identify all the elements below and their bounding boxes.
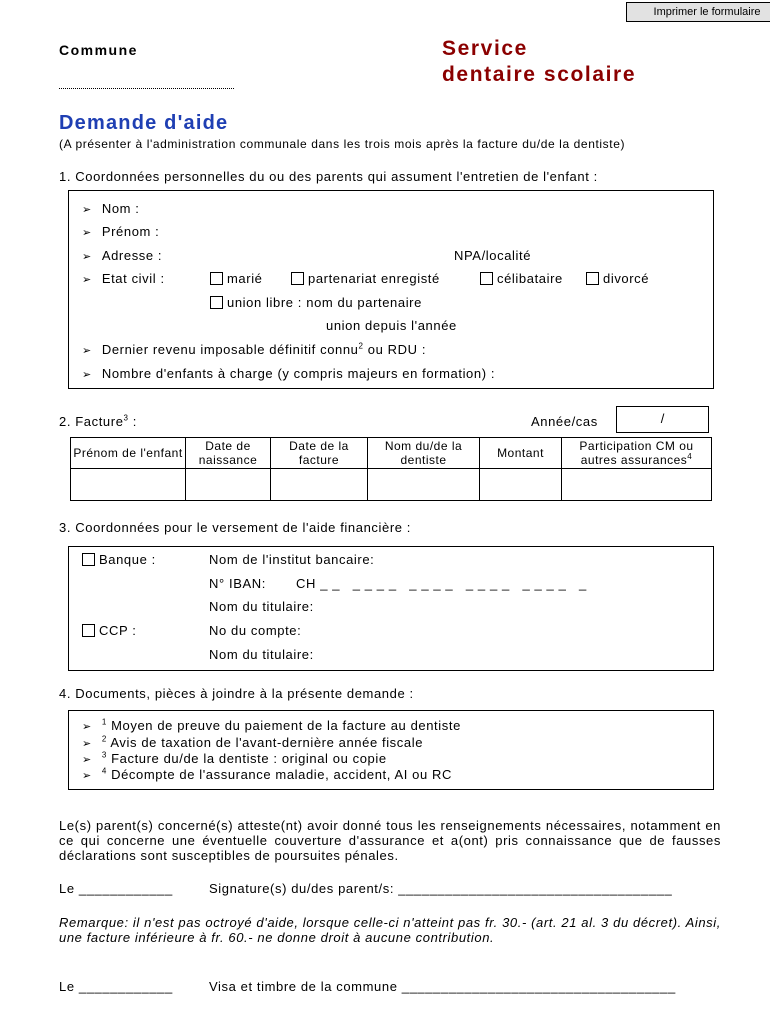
section4-heading: 4. Documents, pièces à joindre à la présente demande : xyxy=(59,686,414,701)
section2-heading xyxy=(59,414,137,429)
adresse-label: Adresse : xyxy=(101,248,163,263)
signature-date-field[interactable]: Le ____________ xyxy=(59,881,173,896)
annee-label: Année/cas xyxy=(531,414,598,429)
checkbox-ccp[interactable] xyxy=(82,624,95,637)
revenu-field[interactable] xyxy=(82,342,426,357)
footnote-number: 3 xyxy=(101,750,107,760)
checkbox-divorce[interactable] xyxy=(586,272,599,285)
col-date-naissance: Date de naissance xyxy=(186,438,271,469)
option-celibataire-label: célibataire xyxy=(497,271,563,286)
print-form-button[interactable]: Imprimer le formulaire xyxy=(626,2,770,22)
section1-box xyxy=(68,190,714,389)
iban-label: N° IBAN: xyxy=(209,576,266,591)
cell-montant[interactable] xyxy=(480,469,562,501)
annee-cas-field[interactable]: / xyxy=(616,406,709,433)
col-participation-label: Participation CM ou autres assurances xyxy=(579,439,694,467)
visa-date-field[interactable]: Le ____________ xyxy=(59,979,173,994)
col-montant: Montant xyxy=(480,438,562,469)
revenu-label-end: ou RDU : xyxy=(363,342,427,357)
cell-prenom-enfant[interactable] xyxy=(71,469,186,501)
option-ccp[interactable] xyxy=(82,623,136,638)
cell-participation[interactable] xyxy=(562,469,712,501)
table-row xyxy=(71,469,712,501)
banque-label: Banque : xyxy=(99,552,156,567)
cell-nom-dentiste[interactable] xyxy=(368,469,480,501)
document-label: Décompte de l'assurance maladie, accident, AI ou RC xyxy=(111,767,453,782)
cell-date-naissance[interactable] xyxy=(186,469,271,501)
npa-field[interactable]: NPA/localité xyxy=(454,248,532,263)
page-subtitle: (A présenter à l'administration communale dans les trois mois après la facture du/de la dentiste) xyxy=(59,137,626,151)
checkbox-marie[interactable] xyxy=(210,272,223,285)
arrow-icon: ➢ xyxy=(82,251,92,263)
section1-heading: 1. Coordonnées personnelles du ou des parents qui assument l'entretien de l'enfant : xyxy=(59,169,598,184)
page-title: Demande d'aide xyxy=(59,112,229,134)
table-header-row xyxy=(71,438,712,469)
cell-date-facture[interactable] xyxy=(271,469,368,501)
iban-field[interactable]: CH _ _ _ _ _ _ _ _ _ _ _ _ _ _ _ _ _ _ _ xyxy=(296,576,587,591)
option-marie-label: marié xyxy=(227,271,263,286)
option-banque[interactable] xyxy=(82,552,156,567)
footnote-number: 4 xyxy=(101,766,107,776)
arrow-icon: ➢ xyxy=(82,274,92,286)
option-partenariat-label: partenariat enregisté xyxy=(308,271,440,286)
section3-heading: 3. Coordonnées pour le versement de l'aide financière : xyxy=(59,520,412,535)
service-title xyxy=(442,36,636,88)
institut-field[interactable]: Nom de l'institut bancaire: xyxy=(209,552,375,567)
prenom-label: Prénom : xyxy=(101,224,160,239)
etat-civil-label xyxy=(82,271,165,286)
attestation-text: Le(s) parent(s) concerné(s) atteste(nt) avoir donné tous les renseignements nécessaires, notamment en ce qui concerne une éventuelle couverture d'assurance et a(ont) pris connaissance que de fausses déclarations sont susceptibles de poursuites pénales. xyxy=(59,818,721,863)
titulaire-field[interactable]: Nom du titulaire: xyxy=(209,599,314,614)
option-divorce-label: divorcé xyxy=(603,271,650,286)
option-divorce[interactable] xyxy=(586,271,649,286)
arrow-icon: ➢ xyxy=(82,754,92,766)
col-date-facture: Date de la facture xyxy=(271,438,368,469)
nom-label: Nom : xyxy=(101,201,140,216)
checkbox-partenariat[interactable] xyxy=(291,272,304,285)
facture-table xyxy=(70,437,712,501)
service-title-line1: Service xyxy=(442,37,528,60)
document-label: Facture du/de la dentiste : original ou copie xyxy=(111,751,387,766)
revenu-footnote: 2 xyxy=(358,341,364,351)
adresse-field[interactable] xyxy=(82,248,162,263)
col-nom-dentiste: Nom du/de la dentiste xyxy=(368,438,480,469)
document-label: Moyen de preuve du paiement de la facture au dentiste xyxy=(111,718,461,733)
union-depuis-field[interactable]: union depuis l'année xyxy=(326,318,457,333)
arrow-icon: ➢ xyxy=(82,770,92,782)
enfants-field[interactable] xyxy=(82,366,495,381)
option-marie[interactable] xyxy=(210,271,263,286)
list-item xyxy=(82,767,452,782)
arrow-icon: ➢ xyxy=(82,345,92,357)
section2-colon: : xyxy=(128,414,138,429)
col-participation-footnote: 4 xyxy=(687,452,693,461)
nom-field[interactable] xyxy=(82,201,140,216)
option-partenariat[interactable] xyxy=(291,271,440,286)
section2-footnote: 3 xyxy=(123,413,129,423)
option-union-libre-label: union libre : xyxy=(227,295,303,310)
service-title-line2: dentaire scolaire xyxy=(442,63,637,86)
option-union-libre[interactable] xyxy=(210,295,422,310)
list-item xyxy=(82,735,423,750)
remarque-text: Remarque: il n'est pas octroyé d'aide, lorsque celle-ci n'atteint pas fr. 30.- (art. 21 al. 3 du décret). Ainsi, une facture inférieure à fr. 60.- ne donne droit à aucune contribution. xyxy=(59,915,721,945)
option-celibataire[interactable] xyxy=(480,271,563,286)
visa-field[interactable]: Visa et timbre de la commune ___________________________________ xyxy=(209,979,676,994)
enfants-label: Nombre d'enfants à charge (y compris majeurs en formation) : xyxy=(101,366,496,381)
arrow-icon: ➢ xyxy=(82,227,92,239)
commune-dotted-line[interactable] xyxy=(59,88,234,89)
prenom-field[interactable] xyxy=(82,224,159,239)
revenu-label: Dernier revenu imposable définitif connu xyxy=(101,342,359,357)
col-participation xyxy=(562,438,712,469)
checkbox-banque[interactable] xyxy=(82,553,95,566)
arrow-icon: ➢ xyxy=(82,369,92,381)
nom-partenaire-label: nom du partenaire xyxy=(306,295,422,310)
footnote-number: 1 xyxy=(101,717,107,727)
list-item xyxy=(82,751,387,766)
etat-civil-text: Etat civil : xyxy=(101,271,165,286)
signature-field[interactable]: Signature(s) du/des parent/s: ___________________________________ xyxy=(209,881,673,896)
arrow-icon: ➢ xyxy=(82,738,92,750)
arrow-icon: ➢ xyxy=(82,204,92,216)
checkbox-union-libre[interactable] xyxy=(210,296,223,309)
col-prenom-enfant: Prénom de l'enfant xyxy=(71,438,186,469)
compte-field[interactable]: No du compte: xyxy=(209,623,302,638)
document-label: Avis de taxation de l'avant-dernière année fiscale xyxy=(110,735,424,750)
commune-label: Commune xyxy=(59,42,138,58)
section2-heading-text: 2. Facture xyxy=(59,414,124,429)
arrow-icon: ➢ xyxy=(82,721,92,733)
checkbox-celibataire[interactable] xyxy=(480,272,493,285)
titulaire2-field[interactable]: Nom du titulaire: xyxy=(209,647,314,662)
footnote-number: 2 xyxy=(101,734,107,744)
section3-box xyxy=(68,546,714,671)
ccp-label: CCP : xyxy=(99,623,137,638)
list-item xyxy=(82,718,461,733)
